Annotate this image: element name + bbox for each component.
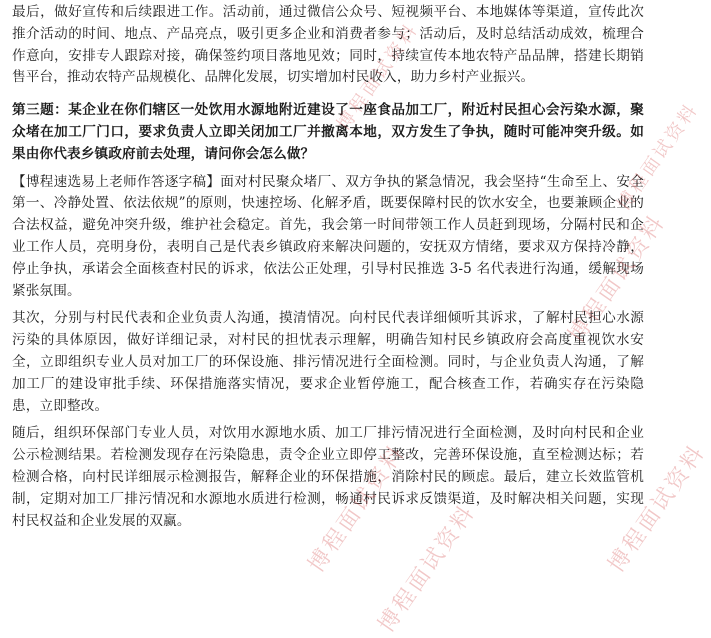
watermark: 博程面试资料 [304,439,411,578]
answer-paragraph-2: 其次，分别与村民代表和企业负责人沟通，摸清情况。向村民代表详细倾听其诉求，了解村民担心水源污染的具体原因，做好详细记录，对村民的担忧表示理解，明确告知村民乡镇政府会高度重视饮水安全，立即组织专业人员对加工厂的环保设施、排污情况进行全面检测。同时，与企业负责人沟通，了解加工厂的建设审批手续、环保措施落实情况，要求企业暂停施工，配合核查工作，若确实存在污染隐患，立即整改。 [12,310,644,414]
watermark: 博程面试资料 [564,209,671,348]
answer-paragraph-1 [12,172,644,303]
watermark: 博程面试资料 [333,19,423,135]
document-page [12,2,644,532]
watermark: 博程面试资料 [374,499,481,638]
watermark: 博程面试资料 [613,99,703,215]
intro-paragraph: 最后，做好宣传和后续跟进工作。活动前，通过微信公众号、短视频平台、本地媒体等渠道，宣传此次推介活动的时间、地点、产品亮点，吸引更多企业和消费者参与；活动后，及时总结活动成效，梳理合作意向，安排专人跟踪对接，确保签约项目落地见效；同时，持续宣传本地农特产品品牌，搭建长期销售平台，推动农特产品规模化、品牌化发展，切实增加村民收入，助力乡村产业振兴。 [12,4,644,86]
answer-paragraph-1-text: 面对村民聚众堵厂、双方争执的紧急情况，我会坚持“生命至上、安全第一、冷静处置、依法依规”的原则，快速控场、化解矛盾，既要保障村民的饮水安全，也要兼顾企业的合法权益，避免冲突升级，维护社会稳定。首先，我会第一时间带领工作人员赶到现场，分隔村民和企业工作人员，亮明身份，表明自己是代表乡镇政府来解决问题的，安抚双方情绪，要求双方保持冷静，停止争执，承诺会全面核查村民的诉求，依法公正处理，引导村民推选 3-5 名代表进行沟通，缓解现场紧张氛围。 [12,173,644,299]
watermark: 博程面试资料 [604,439,711,578]
answer-source-label: 【博程速选易上老师作答逐字稿】 [12,173,221,190]
question-heading: 第三题：某企业在你们辖区一处饮用水源地附近建设了一座食品加工厂，附近村民担心会污染水源，聚众堵在加工厂门口，要求负责人立即关闭加工厂并撤离本地，双方发生了争执，随时可能冲突升级。如果由你代表乡镇政府前去处理，请问你会怎么做？ [12,102,644,162]
answer-paragraph-3: 随后，组织环保部门专业人员，对饮用水源地水质、加工厂排污情况进行全面检测，及时向村民和企业公示检测结果。若检测发现存在污染隐患，责令企业立即停工整改，完善环保设施，直至检测达标；若检测合格，向村民详细展示检测报告，解释企业的环保措施，消除村民的顾虑。最后，建立长效监管机制，定期对加工厂排污情况和水源地水质进行检测，畅通村民诉求反馈渠道，及时解决相关问题，实现村民权益和企业发展的双赢。 [12,425,644,529]
